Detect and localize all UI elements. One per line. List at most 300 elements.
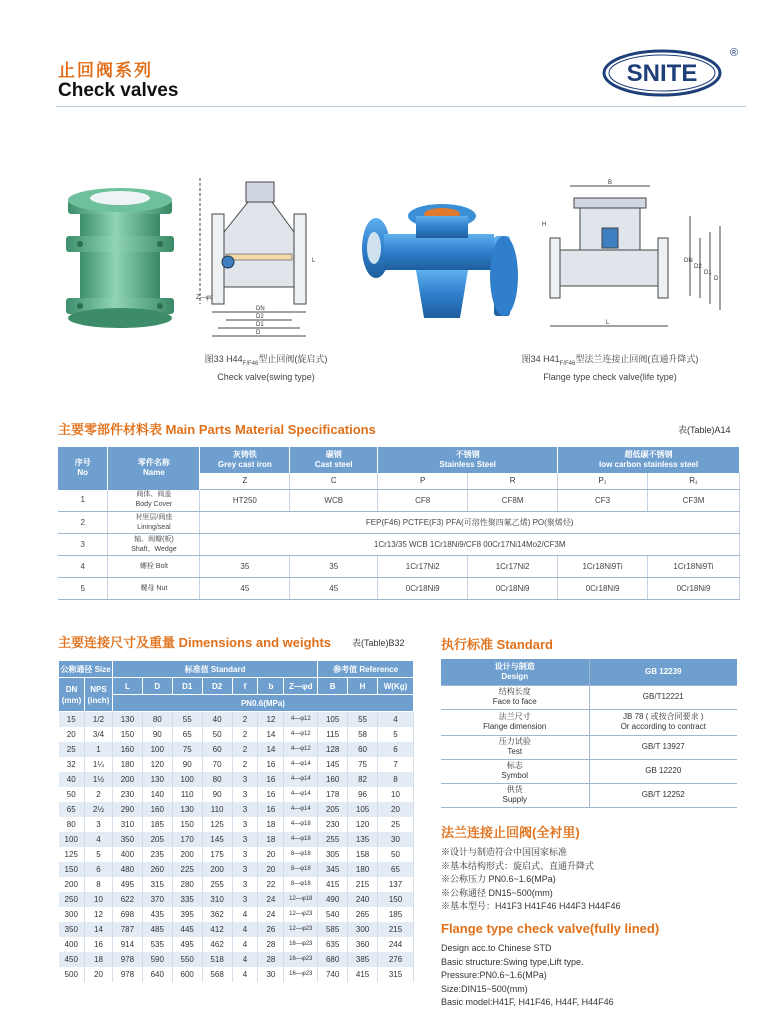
table-cell: 315 xyxy=(142,877,172,892)
dim-col: D2 xyxy=(202,678,232,695)
table-cell: 150 xyxy=(112,727,142,742)
table-cell: 45 xyxy=(290,578,378,600)
table-cell: 120 xyxy=(142,757,172,772)
table-cell: 58 xyxy=(348,727,378,742)
materials-body xyxy=(58,490,740,600)
table-cell: 255 xyxy=(202,877,232,892)
table-cell: 787 xyxy=(112,922,142,937)
table-cell: 600 xyxy=(172,967,202,982)
table-cell: 8 xyxy=(84,877,112,892)
material-code: Z xyxy=(200,473,290,490)
table-cell: 45 xyxy=(200,578,290,600)
table-cell: 96 xyxy=(348,787,378,802)
table-cell: 978 xyxy=(112,952,142,967)
brand-logo xyxy=(598,44,740,102)
table-cell: 18 xyxy=(84,952,112,967)
standard-value: GB 12239 xyxy=(589,659,737,685)
table-row xyxy=(58,490,740,512)
table-cell: 4—φ14 xyxy=(284,757,318,772)
table-cell: 14 xyxy=(258,727,284,742)
table-cell: 2 xyxy=(232,742,258,757)
table-cell: 5 xyxy=(378,727,414,742)
dim-col: Z—φd xyxy=(284,678,318,695)
table-cell: 4 xyxy=(232,907,258,922)
fig33-drawing xyxy=(196,172,322,342)
row-no: 5 xyxy=(58,578,108,600)
fig34-dim-dn: DN xyxy=(684,258,693,264)
table-cell: 160 xyxy=(142,802,172,817)
table-cell: 180 xyxy=(112,757,142,772)
fig34-drawing xyxy=(540,176,730,334)
table-row xyxy=(441,759,737,783)
table-cell: 145 xyxy=(318,757,348,772)
table-cell: 110 xyxy=(172,787,202,802)
dimensions-table-ref: 表(Table)B32 xyxy=(352,638,405,648)
table-cell: 200 xyxy=(59,877,85,892)
brand-name: SNITE xyxy=(626,60,698,87)
part-name: 螺栓 Bolt xyxy=(108,556,200,578)
table-cell: CF3 xyxy=(558,490,648,512)
table-cell: 550 xyxy=(172,952,202,967)
materials-table xyxy=(58,447,740,600)
table-cell: 235 xyxy=(142,847,172,862)
table-cell: 10 xyxy=(378,787,414,802)
table-cell: 415 xyxy=(318,877,348,892)
fig34-dim-d2: D2 xyxy=(694,264,702,270)
fig33-photo xyxy=(62,178,180,340)
dim-group-reference: 参考值 Reference xyxy=(318,661,414,678)
dim-col: B xyxy=(318,678,348,695)
table-cell: 518 xyxy=(202,952,232,967)
table-cell: 16—φ23 xyxy=(284,967,318,982)
table-cell: 500 xyxy=(59,967,85,982)
standard-key: 标志 Symbol xyxy=(441,759,589,783)
table-cell: CF3M xyxy=(648,490,740,512)
table-cell: 622 xyxy=(112,892,142,907)
table-cell: 75 xyxy=(172,742,202,757)
table-cell: 230 xyxy=(112,787,142,802)
table-cell: 105 xyxy=(348,802,378,817)
standard-value: GB/T 12252 xyxy=(589,783,737,807)
fig34-dim-d1: D1 xyxy=(704,270,712,276)
materials-table-ref: 表(Table)A14 xyxy=(678,425,731,435)
table-cell: 412 xyxy=(202,922,232,937)
table-cell: 28 xyxy=(258,937,284,952)
table-cell: 28 xyxy=(258,952,284,967)
table-cell: 18 xyxy=(258,832,284,847)
fig33-dim-d1: D1 xyxy=(256,322,264,328)
table-cell: 120 xyxy=(348,817,378,832)
table-cell: 230 xyxy=(318,817,348,832)
table-cell: 70 xyxy=(202,757,232,772)
fig34-dim-d: D xyxy=(714,276,719,282)
table-cell: 12 xyxy=(84,907,112,922)
table-cell: 495 xyxy=(112,877,142,892)
table-cell: 16 xyxy=(84,937,112,952)
table-cell-span: 1Cr13/35 WCB 1Cr18Ni9/CF8 00Cr17Ni14Mo2/CF3M xyxy=(200,534,740,556)
note-line: ※公称压力 PN0.6~1.6(MPa) xyxy=(441,874,556,884)
table-cell: 7 xyxy=(378,757,414,772)
table-cell: 4—φ12 xyxy=(284,742,318,757)
part-name: 衬里层/阀座 Lining/seal xyxy=(108,512,200,534)
table-cell: 130 xyxy=(112,712,142,727)
table-cell: 2 xyxy=(84,787,112,802)
table-row xyxy=(59,832,414,847)
table-cell: 740 xyxy=(318,967,348,982)
table-cell: 4—φ18 xyxy=(284,832,318,847)
standard-value: GB 12220 xyxy=(589,759,737,783)
table-cell: 80 xyxy=(59,817,85,832)
table-cell: 137 xyxy=(378,877,414,892)
fig34-dim-h: H xyxy=(542,222,547,228)
table-cell: 4—φ12 xyxy=(284,727,318,742)
table-cell: 12 xyxy=(258,712,284,727)
note-line: Size:DIN15~500(mm) xyxy=(441,983,528,994)
note-line: ※基本结构形式：旋启式、直通升降式 xyxy=(441,860,595,871)
table-cell: 280 xyxy=(172,877,202,892)
standard-key: 供货 Supply xyxy=(441,783,589,807)
table-cell: 305 xyxy=(318,847,348,862)
table-cell: 105 xyxy=(318,712,348,727)
table-cell: 180 xyxy=(348,862,378,877)
table-row xyxy=(59,817,414,832)
table-cell: 680 xyxy=(318,952,348,967)
fig33-caption-en: Check valve(swing type) xyxy=(217,371,315,382)
fig33-caption-zh: 图33 $H44_{F/F46}$型止回阀(旋启式) xyxy=(204,354,328,367)
table-cell: 4—φ14 xyxy=(284,802,318,817)
table-cell: 215 xyxy=(378,922,414,937)
table-cell: 3 xyxy=(232,817,258,832)
table-row xyxy=(59,877,414,892)
table-cell: 20 xyxy=(59,727,85,742)
table-cell: 400 xyxy=(112,847,142,862)
table-cell: 462 xyxy=(202,937,232,952)
table-cell: 160 xyxy=(112,742,142,757)
material-code: P₁ xyxy=(558,473,648,490)
table-cell: 0Cr18Ni9 xyxy=(648,578,740,600)
table-cell: CF8 xyxy=(378,490,468,512)
table-row xyxy=(59,937,414,952)
table-cell: 385 xyxy=(348,952,378,967)
table-row xyxy=(59,757,414,772)
materials-col-name: 零件名称 Name xyxy=(108,447,200,490)
table-row xyxy=(58,556,740,578)
table-cell: 640 xyxy=(142,967,172,982)
material-code: P xyxy=(378,473,468,490)
table-cell: 60 xyxy=(348,742,378,757)
table-cell: 540 xyxy=(318,907,348,922)
fig33-dim-zd: Z—φd xyxy=(196,295,213,301)
table-cell: 400 xyxy=(59,937,85,952)
table-cell: 244 xyxy=(378,937,414,952)
table-cell: 3 xyxy=(232,892,258,907)
table-row xyxy=(59,922,414,937)
table-cell: 130 xyxy=(142,772,172,787)
title-divider xyxy=(56,106,746,107)
materials-col-grey: 灰铸铁 Grey cast iron xyxy=(200,447,290,473)
table-cell: 30 xyxy=(258,967,284,982)
table-cell: 300 xyxy=(348,922,378,937)
dim-col: W(Kg) xyxy=(378,678,414,695)
flange-en-heading: Flange type check valve(fully lined) xyxy=(441,921,660,936)
dim-col: f xyxy=(232,678,258,695)
table-cell: 80 xyxy=(202,772,232,787)
table-cell: 310 xyxy=(202,892,232,907)
row-no: 3 xyxy=(58,534,108,556)
note-line: ※公称通径 DN15~500(mm) xyxy=(441,887,553,898)
table-cell: 4 xyxy=(232,922,258,937)
table-cell: 115 xyxy=(318,727,348,742)
table-cell: HT250 xyxy=(200,490,290,512)
table-cell: 362 xyxy=(202,907,232,922)
table-cell: 978 xyxy=(112,967,142,982)
table-cell: 3 xyxy=(232,847,258,862)
standard-value: JB 78 ( 或按合同要求 ) Or according to contract xyxy=(589,709,737,735)
table-cell: 125 xyxy=(59,847,85,862)
fig33-dim-dn: DN xyxy=(256,306,265,312)
materials-col-stainless: 不锈钢 Stainless Steel xyxy=(378,447,558,473)
table-cell: 450 xyxy=(59,952,85,967)
table-cell: 4 xyxy=(232,952,258,967)
note-line: ※基本型号：H41F3 H41F46 H44F3 H44F46 xyxy=(441,901,621,911)
row-no: 1 xyxy=(58,490,108,512)
table-cell: 150 xyxy=(59,862,85,877)
note-line: Pressure:PN0.6~1.6(MPa) xyxy=(441,970,547,980)
table-cell: 1 xyxy=(84,742,112,757)
table-cell: 300 xyxy=(59,907,85,922)
table-cell: 55 xyxy=(348,712,378,727)
table-cell: 150 xyxy=(378,892,414,907)
table-cell: 15 xyxy=(59,712,85,727)
table-cell: 215 xyxy=(348,877,378,892)
table-row xyxy=(59,952,414,967)
materials-col-no: 序号 No xyxy=(58,447,108,490)
table-cell: 415 xyxy=(348,967,378,982)
table-cell: 12—φ23 xyxy=(284,922,318,937)
table-cell: 12—φ18 xyxy=(284,892,318,907)
table-row xyxy=(59,742,414,757)
table-cell: 3 xyxy=(232,772,258,787)
table-cell: 2 xyxy=(232,712,258,727)
table-cell: 158 xyxy=(348,847,378,862)
table-cell: 65 xyxy=(172,727,202,742)
row-no: 2 xyxy=(58,512,108,534)
table-row xyxy=(59,967,414,982)
table-cell: 4 xyxy=(232,967,258,982)
table-cell: 40 xyxy=(202,712,232,727)
dimensions-body xyxy=(59,712,414,982)
table-cell: 1¼ xyxy=(84,757,112,772)
table-cell: 0Cr18Ni9 xyxy=(468,578,558,600)
table-cell: 2 xyxy=(232,727,258,742)
table-cell: 4—φ14 xyxy=(284,772,318,787)
table-cell: 335 xyxy=(172,892,202,907)
note-line: Design acc.to Chinese STD xyxy=(441,943,552,953)
table-cell: 3 xyxy=(232,877,258,892)
table-row xyxy=(59,847,414,862)
table-cell: 635 xyxy=(318,937,348,952)
table-cell: 16—φ23 xyxy=(284,952,318,967)
table-cell: 16 xyxy=(258,802,284,817)
materials-col-carbon: 碳钢 Cast steel xyxy=(290,447,378,473)
table-cell: 55 xyxy=(172,712,202,727)
fig33-dim-d2: D2 xyxy=(256,314,264,320)
part-name: 螺母 Nut xyxy=(108,578,200,600)
table-cell: 25 xyxy=(59,742,85,757)
table-row xyxy=(59,772,414,787)
table-cell: 8—φ18 xyxy=(284,847,318,862)
table-cell: 495 xyxy=(172,937,202,952)
table-cell: 0Cr18Ni9 xyxy=(558,578,648,600)
table-cell: 240 xyxy=(348,892,378,907)
table-row xyxy=(58,512,740,534)
table-cell: 90 xyxy=(142,727,172,742)
dim-col: b xyxy=(258,678,284,695)
table-cell: 125 xyxy=(202,817,232,832)
table-row xyxy=(441,709,737,735)
fig34-dim-b: B xyxy=(608,180,613,186)
fig33-caption xyxy=(186,353,346,384)
table-cell: 200 xyxy=(202,862,232,877)
table-cell: 35 xyxy=(290,556,378,578)
table-cell: 315 xyxy=(378,967,414,982)
table-cell: 568 xyxy=(202,967,232,982)
table-cell: 40 xyxy=(59,772,85,787)
table-cell: 250 xyxy=(59,892,85,907)
table-cell: 65 xyxy=(378,862,414,877)
table-cell: 14 xyxy=(84,922,112,937)
table-cell: 205 xyxy=(318,802,348,817)
table-cell: 65 xyxy=(59,802,85,817)
standard-key: 结构长度 Face to face xyxy=(441,685,589,709)
fig33-dim-l: L xyxy=(312,258,316,264)
table-cell: 225 xyxy=(172,862,202,877)
dim-col-dn: DN (mm) xyxy=(59,678,85,712)
table-cell: 110 xyxy=(202,802,232,817)
table-row xyxy=(441,685,737,709)
table-cell: 276 xyxy=(378,952,414,967)
table-cell: 100 xyxy=(142,742,172,757)
table-cell: 100 xyxy=(172,772,202,787)
fig34-caption xyxy=(500,353,720,384)
dim-col: H xyxy=(348,678,378,695)
table-cell: 16 xyxy=(258,772,284,787)
table-cell: 5 xyxy=(84,847,112,862)
table-cell: 205 xyxy=(142,832,172,847)
table-cell: 1Cr17Ni2 xyxy=(468,556,558,578)
table-cell: 20 xyxy=(378,802,414,817)
material-code: R xyxy=(468,473,558,490)
table-cell: 185 xyxy=(378,907,414,922)
table-cell: 2½ xyxy=(84,802,112,817)
standard-key: 压力试验 Test xyxy=(441,735,589,759)
table-cell: 8—φ18 xyxy=(284,862,318,877)
standard-value: GB/T 13927 xyxy=(589,735,737,759)
table-cell: 3 xyxy=(232,787,258,802)
table-row xyxy=(59,892,414,907)
table-cell: 90 xyxy=(172,757,202,772)
table-cell: 50 xyxy=(59,787,85,802)
table-row xyxy=(59,727,414,742)
table-cell: 3 xyxy=(84,817,112,832)
table-cell: 265 xyxy=(348,907,378,922)
table-cell: 60 xyxy=(202,742,232,757)
table-cell: 260 xyxy=(142,862,172,877)
table-cell: 90 xyxy=(202,787,232,802)
dim-col: L xyxy=(112,678,142,695)
registered-mark: ® xyxy=(730,47,739,59)
dim-group-size: 公称通径 Size xyxy=(59,661,113,678)
standard-value: GB/T12221 xyxy=(589,685,737,709)
table-cell: 4—φ12 xyxy=(284,712,318,727)
table-cell: 128 xyxy=(318,742,348,757)
page-title-zh: 止回阀系列 xyxy=(58,61,153,80)
table-cell: 0Cr18Ni9 xyxy=(378,578,468,600)
table-cell: 3 xyxy=(232,862,258,877)
standard-heading: 执行标准 Standard xyxy=(441,637,553,652)
table-cell: 200 xyxy=(172,847,202,862)
table-cell: 185 xyxy=(142,817,172,832)
table-row xyxy=(59,787,414,802)
table-cell: 3/4 xyxy=(84,727,112,742)
table-cell: 395 xyxy=(172,907,202,922)
table-row xyxy=(441,783,737,807)
flange-zh-notes xyxy=(441,846,741,914)
table-cell: 200 xyxy=(112,772,142,787)
table-row xyxy=(59,907,414,922)
table-cell: 590 xyxy=(142,952,172,967)
dim-pressure: PN0.6(MPa) xyxy=(112,695,413,712)
table-cell: 4—φ18 xyxy=(284,817,318,832)
fig34-photo xyxy=(356,200,526,330)
table-cell: 135 xyxy=(348,832,378,847)
table-cell: 8—φ18 xyxy=(284,877,318,892)
table-cell: CF8M xyxy=(468,490,558,512)
table-cell: 1½ xyxy=(84,772,112,787)
table-cell: 10 xyxy=(84,892,112,907)
table-cell: 1Cr18Ni9Ti xyxy=(648,556,740,578)
standard-table xyxy=(441,659,737,808)
part-name: 轴、阀瓣(板) Shaft、Wedge xyxy=(108,534,200,556)
table-cell: 3 xyxy=(232,832,258,847)
table-cell: 370 xyxy=(142,892,172,907)
table-cell: 480 xyxy=(112,862,142,877)
material-code: C xyxy=(290,473,378,490)
table-cell: 16—φ23 xyxy=(284,937,318,952)
table-row xyxy=(58,578,740,600)
materials-heading: 主要零部件材料表 Main Parts Material Specifications xyxy=(58,422,376,437)
table-row xyxy=(441,659,737,685)
table-cell: 16 xyxy=(258,787,284,802)
table-cell: 18 xyxy=(258,817,284,832)
table-cell: 20 xyxy=(258,862,284,877)
table-cell: 345 xyxy=(318,862,348,877)
table-cell: 140 xyxy=(142,787,172,802)
table-cell: 290 xyxy=(112,802,142,817)
table-cell: 20 xyxy=(258,847,284,862)
table-cell: 445 xyxy=(172,922,202,937)
table-cell: 14 xyxy=(258,742,284,757)
table-cell: 2 xyxy=(232,757,258,772)
table-cell: 25 xyxy=(378,817,414,832)
table-cell: 6 xyxy=(378,742,414,757)
dim-col-nps: NPS (inch) xyxy=(84,678,112,712)
dim-group-standard: 标准值 Standard xyxy=(112,661,317,678)
table-cell: 310 xyxy=(112,817,142,832)
table-cell: 4 xyxy=(232,937,258,952)
table-row xyxy=(58,534,740,556)
table-cell: 490 xyxy=(318,892,348,907)
